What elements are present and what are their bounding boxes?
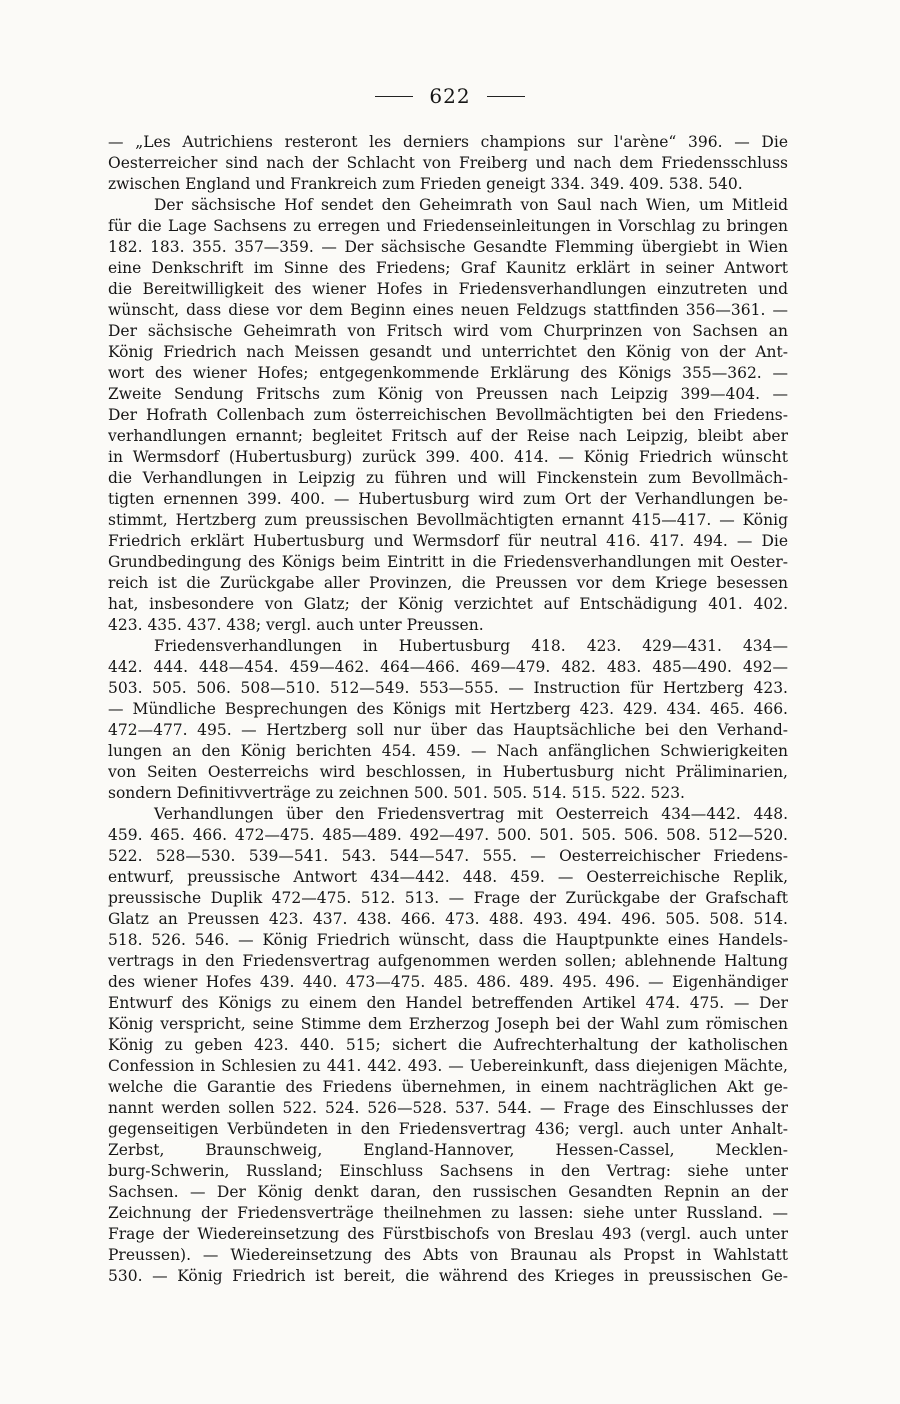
- text-line: — „Les Autrichiens resteront les derniers champions sur l'arène“ 396. — Die: [108, 133, 788, 151]
- text-line: hat, insbesondere von Glatz; der König verzichtet auf Entschädigung 401. 402.: [108, 595, 788, 613]
- text-line: 442. 444. 448—454. 459—462. 464—466. 469—479. 482. 483. 485—490. 492—: [108, 658, 788, 676]
- text-line: König zu geben 423. 440. 515; sichert die Aufrechterhaltung der katholischen: [108, 1036, 788, 1054]
- text-line: 518. 526. 546. — König Friedrich wünscht, dass die Hauptpunkte eines Handels-: [108, 931, 788, 949]
- body-text: [108, 132, 788, 1287]
- text-line: Preussen). — Wiedereinsetzung des Abts von Braunau als Propst in Wahlstatt: [108, 1246, 788, 1264]
- text-line: 522. 528—530. 539—541. 543. 544—547. 555. — Oesterreichischer Friedens-: [108, 847, 788, 865]
- text-line: Friedensverhandlungen in Hubertusburg 418. 423. 429—431. 434—: [154, 637, 788, 655]
- text-line: Zerbst, Braunschweig, England-Hannover, Hessen-Cassel, Mecklen-: [108, 1141, 788, 1159]
- header-rule-right: [487, 96, 525, 97]
- text-line: Der sächsische Geheimrath von Fritsch wird vom Churprinzen von Sachsen an: [108, 322, 788, 340]
- text-line: wünscht, dass diese vor dem Beginn eines neuen Feldzugs stattfinden 356—361. —: [108, 301, 788, 319]
- text-line: 182. 183. 355. 357—359. — Der sächsische Gesandte Flemming übergiebt in Wien: [108, 238, 788, 256]
- text-line: die Verhandlungen in Leipzig zu führen und will Finckenstein zum Bevollmäch-: [108, 469, 788, 487]
- text-line: gegenseitigen Verbündeten in den Friedensvertrag 436; vergl. auch unter Anhalt-: [108, 1120, 788, 1138]
- text-line: Confession in Schlesien zu 441. 442. 493. — Uebereinkunft, dass diejenigen Mächte,: [108, 1057, 788, 1075]
- text-line: von Seiten Oesterreichs wird beschlossen, in Hubertusburg nicht Präliminarien,: [108, 763, 788, 781]
- text-line: nannt werden sollen 522. 524. 526—528. 537. 544. — Frage des Einschlusses der: [108, 1099, 788, 1117]
- text-line: 423. 435. 437. 438; vergl. auch unter Preussen.: [108, 616, 484, 634]
- text-line: Zeichnung der Friedensverträge theilnehmen zu lassen: siehe unter Russland. —: [108, 1204, 788, 1222]
- text-line: Glatz an Preussen 423. 437. 438. 466. 473. 488. 493. 494. 496. 505. 508. 514.: [108, 910, 788, 928]
- text-line: 459. 465. 466. 472—475. 485—489. 492—497. 500. 501. 505. 506. 508. 512—520.: [108, 826, 788, 844]
- text-line: zwischen England und Frankreich zum Frieden geneigt 334. 349. 409. 538. 540.: [108, 175, 743, 193]
- text-line: Friedrich erklärt Hubertusburg und Wermsdorf für neutral 416. 417. 494. — Die: [108, 532, 788, 550]
- text-line: eine Denkschrift im Sinne des Friedens; Graf Kaunitz erklärt in seiner Antwort: [108, 259, 788, 277]
- text-line: sondern Definitivverträge zu zeichnen 500. 501. 505. 514. 515. 522. 523.: [108, 784, 685, 802]
- text-line: Der Hofrath Collenbach zum österreichischen Bevollmächtigten bei den Friedens-: [108, 406, 788, 424]
- text-line: Der sächsische Hof sendet den Geheimrath von Saul nach Wien, um Mitleid: [154, 196, 788, 214]
- text-line: entwurf, preussische Antwort 434—442. 448. 459. — Oesterreichische Replik,: [108, 868, 788, 886]
- text-line: König verspricht, seine Stimme dem Erzherzog Joseph bei der Wahl zum römischen: [108, 1015, 788, 1033]
- text-line: Sachsen. — Der König denkt daran, den russischen Gesandten Repnin an der: [108, 1183, 788, 1201]
- text-line: in Wermsdorf (Hubertusburg) zurück 399. 400. 414. — König Friedrich wünscht: [108, 448, 788, 466]
- text-line: 530. — König Friedrich ist bereit, die während des Krieges in preussischen Ge-: [108, 1267, 788, 1285]
- text-line: Frage der Wiedereinsetzung des Fürstbischofs von Breslau 493 (vergl. auch unter: [108, 1225, 788, 1243]
- text-line: Entwurf des Königs zu einem den Handel betreffenden Artikel 474. 475. — Der: [108, 994, 788, 1012]
- text-line: burg-Schwerin, Russland; Einschluss Sachsens in den Vertrag: siehe unter: [108, 1162, 788, 1180]
- text-line: des wiener Hofes 439. 440. 473—475. 485. 486. 489. 495. 496. — Eigenhändiger: [108, 973, 788, 991]
- text-line: lungen an den König berichten 454. 459. — Nach anfänglichen Schwierigkeiten: [108, 742, 788, 760]
- text-line: wort des wiener Hofes; entgegenkommende Erklärung des Königs 355—362. —: [108, 364, 788, 382]
- text-line: für die Lage Sachsens zu erregen und Friedenseinleitungen in Vorschlag zu bringen: [108, 217, 788, 235]
- text-line: verhandlungen ernannt; begleitet Fritsch auf der Reise nach Leipzig, bleibt aber: [108, 427, 788, 445]
- text-line: reich ist die Zurückgabe aller Provinzen, die Preussen vor dem Kriege besessen: [108, 574, 788, 592]
- text-line: Grundbedingung des Königs beim Eintritt in die Friedensverhandlungen mit Oester-: [108, 553, 788, 571]
- text-line: tigten ernennen 399. 400. — Hubertusburg wird zum Ort der Verhandlungen be-: [108, 490, 788, 508]
- text-line: stimmt, Hertzberg zum preussischen Bevollmächtigten ernannt 415—417. — König: [108, 511, 788, 529]
- text-line: die Bereitwilligkeit des wiener Hofes in Friedensverhandlungen einzutreten und: [108, 280, 788, 298]
- text-line: — Mündliche Besprechungen des Königs mit Hertzberg 423. 429. 434. 465. 466.: [108, 700, 788, 718]
- text-line: welche die Garantie des Friedens übernehmen, in einem nachträglichen Akt ge-: [108, 1078, 788, 1096]
- text-line: Oesterreicher sind nach der Schlacht von Freiberg und nach dem Friedensschluss: [108, 154, 788, 172]
- text-line: Verhandlungen über den Friedensvertrag mit Oesterreich 434—442. 448.: [154, 805, 788, 823]
- text-line: preussische Duplik 472—475. 512. 513. — Frage der Zurückgabe der Grafschaft: [108, 889, 788, 907]
- text-line: König Friedrich nach Meissen gesandt und unterrichtet den König von der Ant-: [108, 343, 788, 361]
- text-line: vertrags in den Friedensvertrag aufgenommen werden sollen; ablehnende Haltung: [108, 952, 788, 970]
- text-line: 503. 505. 506. 508—510. 512—549. 553—555. — Instruction für Hertzberg 423.: [108, 679, 788, 697]
- page-header: [0, 84, 900, 108]
- text-line: Zweite Sendung Fritschs zum König von Preussen nach Leipzig 399—404. —: [108, 385, 788, 403]
- text-line: 472—477. 495. — Hertzberg soll nur über das Hauptsächliche bei den Verhand-: [108, 721, 788, 739]
- header-rule-left: [375, 96, 413, 97]
- page-number: 622: [429, 84, 471, 108]
